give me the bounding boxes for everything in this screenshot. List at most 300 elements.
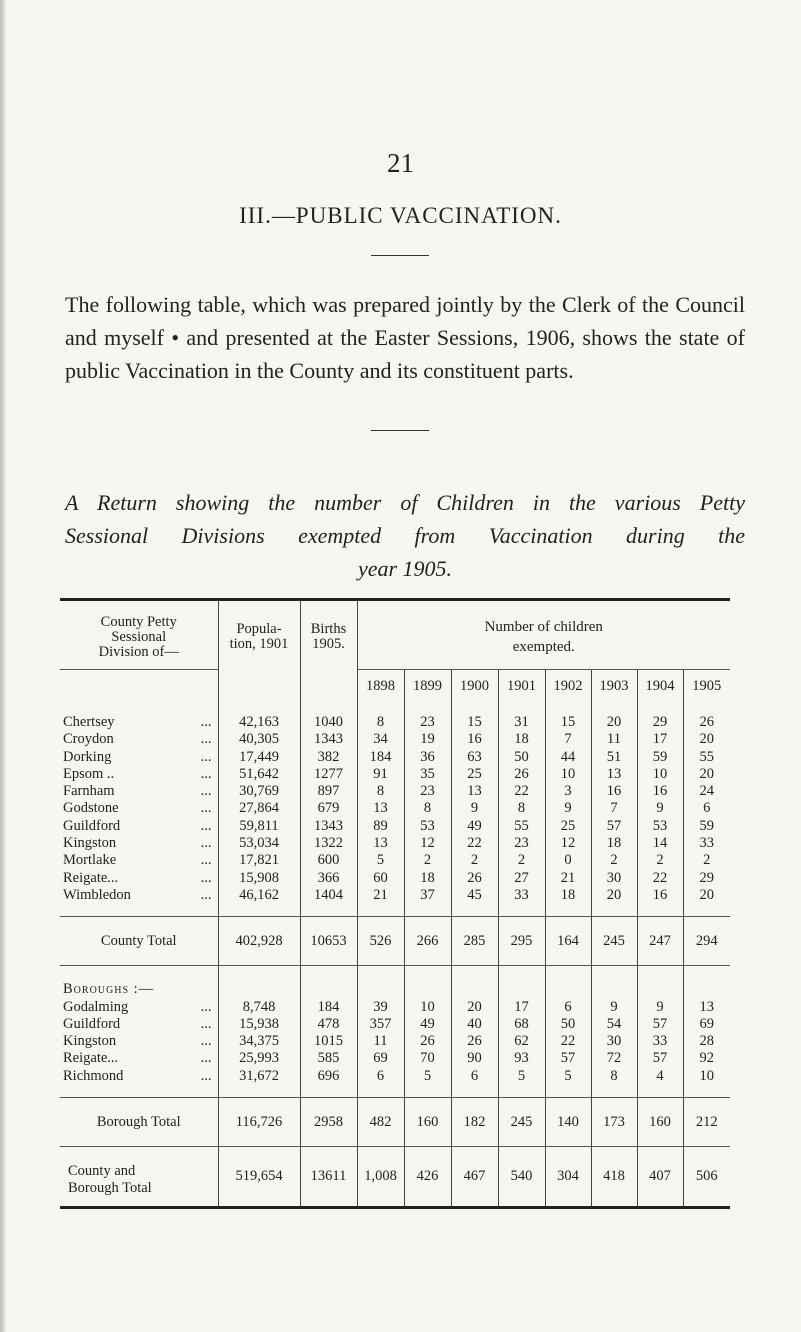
exempted-count-cell: 11 [357, 1033, 404, 1050]
row-name: Guildford [63, 817, 121, 834]
exempted-count-cell: 26 [498, 766, 545, 783]
exempted-total-cell: 482 [357, 1098, 404, 1147]
births-cell: 897 [300, 783, 357, 800]
population-cell: 31,672 [218, 1068, 300, 1085]
row-name-cell [60, 1033, 218, 1050]
row-name-cell [60, 870, 218, 887]
exempted-count-cell: 5 [498, 1068, 545, 1085]
leader-dots: ... [200, 886, 212, 903]
leader-dots: ... [200, 714, 212, 730]
exempted-count-cell: 63 [451, 749, 498, 766]
exempted-count-cell: 55 [498, 818, 545, 835]
exempted-count-cell: 34 [357, 731, 404, 748]
exempted-count-cell: 51 [591, 749, 637, 766]
exempted-count-cell: 3 [545, 783, 591, 800]
births-header [300, 600, 357, 670]
exempted-total-cell: 212 [683, 1098, 730, 1147]
blank-cell [300, 966, 357, 999]
exempted-count-cell: 10 [404, 999, 451, 1016]
division-row [60, 783, 730, 800]
header-line: County Petty [100, 613, 177, 630]
exempted-count-cell: 20 [451, 999, 498, 1016]
blank-cell [404, 966, 451, 999]
division-row [60, 870, 730, 887]
blank-cell [218, 702, 300, 714]
exempted-count-cell: 2 [404, 852, 451, 869]
exempted-count-cell: 17 [498, 999, 545, 1016]
total-label-cell: County Total [60, 917, 218, 966]
leader-dots: ... [200, 783, 212, 800]
exempted-count-cell: 69 [357, 1050, 404, 1067]
blank-cell [637, 966, 683, 999]
row-name: Dorking [63, 748, 112, 765]
blank-cell [683, 1085, 730, 1098]
blank-cell [218, 670, 300, 703]
exempted-count-cell: 22 [545, 1033, 591, 1050]
exempted-count-cell: 8 [498, 800, 545, 817]
row-name-cell [60, 887, 218, 904]
exempted-count-cell: 12 [404, 835, 451, 852]
division-row [60, 749, 730, 766]
exempted-count-cell: 184 [357, 749, 404, 766]
exempted-count-cell: 9 [545, 800, 591, 817]
exempted-count-cell: 8 [357, 783, 404, 800]
blank-cell [637, 1085, 683, 1098]
exempted-count-cell: 45 [451, 887, 498, 904]
exempted-count-cell: 14 [637, 835, 683, 852]
exempted-count-cell: 33 [498, 887, 545, 904]
exempted-count-cell: 16 [637, 887, 683, 904]
borough-row [60, 1068, 730, 1085]
births-cell: 696 [300, 1068, 357, 1085]
exempted-count-cell: 53 [404, 818, 451, 835]
year-header: 1899 [404, 670, 451, 703]
exempted-count-cell: 23 [404, 714, 451, 731]
exempted-total-cell: 467 [451, 1147, 498, 1208]
blank-cell [498, 966, 545, 999]
leader-dots: ... [200, 869, 212, 886]
exempted-count-cell: 50 [498, 749, 545, 766]
exempted-count-cell: 17 [637, 731, 683, 748]
exempted-count-cell: 2 [591, 852, 637, 869]
population-cell: 30,769 [218, 783, 300, 800]
exempted-count-cell: 40 [451, 1016, 498, 1033]
exempted-count-cell: 24 [683, 783, 730, 800]
exempted-count-cell: 5 [357, 852, 404, 869]
exempted-count-cell: 20 [683, 731, 730, 748]
exempted-count-cell: 70 [404, 1050, 451, 1067]
exempted-count-cell: 21 [545, 870, 591, 887]
total-label-cell: Borough Total [60, 1098, 218, 1147]
exempted-count-cell: 16 [451, 731, 498, 748]
exempted-count-cell: 89 [357, 818, 404, 835]
county-total-row [60, 917, 730, 966]
exempted-count-cell: 57 [591, 818, 637, 835]
population-cell: 53,034 [218, 835, 300, 852]
exempted-count-cell: 26 [451, 870, 498, 887]
births-cell: 184 [300, 999, 357, 1016]
blank-cell [60, 702, 218, 714]
blank-cell [683, 702, 730, 714]
exempted-count-cell: 12 [545, 835, 591, 852]
exempted-count-cell: 2 [498, 852, 545, 869]
exempted-count-cell: 59 [637, 749, 683, 766]
blank-cell [218, 904, 300, 917]
exempted-count-cell: 9 [591, 999, 637, 1016]
spacer-row [60, 904, 730, 917]
population-cell: 17,449 [218, 749, 300, 766]
exempted-count-cell: 8 [357, 714, 404, 731]
blank-cell [591, 702, 637, 714]
year-header: 1898 [357, 670, 404, 703]
blank-cell [300, 904, 357, 917]
exempted-count-cell: 29 [683, 870, 730, 887]
exempted-count-cell: 33 [683, 835, 730, 852]
divider [371, 255, 429, 256]
exempted-count-cell: 2 [683, 852, 730, 869]
exempted-count-cell: 6 [357, 1068, 404, 1085]
blank-cell [451, 1085, 498, 1098]
population-header [218, 600, 300, 670]
row-name-cell [60, 999, 218, 1016]
exempted-count-cell: 8 [591, 1068, 637, 1085]
row-name-cell [60, 783, 218, 800]
exempted-count-cell: 68 [498, 1016, 545, 1033]
exempted-count-cell: 13 [451, 783, 498, 800]
division-row [60, 714, 730, 731]
exempted-count-cell: 23 [404, 783, 451, 800]
division-row [60, 766, 730, 783]
row-name: Godstone [63, 800, 119, 817]
spacer-row [60, 702, 730, 714]
exempted-total-cell: 182 [451, 1098, 498, 1147]
births-cell: 1277 [300, 766, 357, 783]
year-header: 1900 [451, 670, 498, 703]
blank-cell [357, 904, 404, 917]
exempted-count-cell: 2 [451, 852, 498, 869]
exempted-count-cell: 6 [545, 999, 591, 1016]
page-left-edge [0, 0, 6, 1332]
header-line: Births [310, 621, 347, 638]
row-name: Farnham [63, 783, 115, 800]
row-name-cell [60, 749, 218, 766]
blank-cell [218, 966, 300, 999]
row-name: Wimbledon [63, 886, 131, 903]
exempted-count-cell: 10 [545, 766, 591, 783]
exempted-count-cell: 2 [637, 852, 683, 869]
exempted-count-cell: 20 [683, 766, 730, 783]
exempted-total-cell: 140 [545, 1098, 591, 1147]
births-cell: 679 [300, 800, 357, 817]
borough-row [60, 1050, 730, 1067]
year-header: 1902 [545, 670, 591, 703]
header-line: tion, 1901 [229, 636, 289, 653]
exempted-count-cell: 49 [451, 818, 498, 835]
exempted-count-cell: 7 [591, 800, 637, 817]
exempted-count-cell: 91 [357, 766, 404, 783]
division-row [60, 852, 730, 869]
exempted-count-cell: 22 [451, 835, 498, 852]
exempted-count-cell: 18 [545, 887, 591, 904]
leader-dots: ... [200, 800, 212, 817]
exempted-count-cell: 26 [683, 714, 730, 731]
row-name-cell [60, 1050, 218, 1067]
exempted-count-cell: 6 [451, 1068, 498, 1085]
blank-cell [498, 702, 545, 714]
exempted-count-cell: 23 [498, 835, 545, 852]
population-cell: 15,938 [218, 1016, 300, 1033]
leader-dots: ... [200, 1015, 212, 1032]
blank-cell [300, 1085, 357, 1098]
blank-cell [300, 702, 357, 714]
exempted-count-cell: 69 [683, 1016, 730, 1033]
division-row [60, 731, 730, 748]
row-name: Reigate... [63, 869, 119, 886]
blank-cell [60, 670, 218, 703]
exempted-count-cell: 26 [404, 1033, 451, 1050]
births-cell: 382 [300, 749, 357, 766]
blank-cell [591, 966, 637, 999]
header-line: exempted. [512, 639, 575, 655]
exempted-count-cell: 15 [545, 714, 591, 731]
blank-cell [300, 670, 357, 703]
exempted-count-cell: 31 [498, 714, 545, 731]
population-cell: 46,162 [218, 887, 300, 904]
births-cell: 1404 [300, 887, 357, 904]
exempted-count-cell: 13 [683, 999, 730, 1016]
row-name: Epsom .. [63, 765, 115, 782]
grand-total-row [60, 1147, 730, 1208]
blank-cell [451, 702, 498, 714]
total-label-cell [60, 1147, 218, 1208]
births-cell: 366 [300, 870, 357, 887]
exempted-count-cell: 22 [498, 783, 545, 800]
row-name-cell [60, 1016, 218, 1033]
row-name: Croydon [63, 731, 114, 748]
exempted-total-cell: 160 [404, 1098, 451, 1147]
population-cell: 8,748 [218, 999, 300, 1016]
population-cell: 34,375 [218, 1033, 300, 1050]
exempted-count-cell: 57 [637, 1050, 683, 1067]
exempted-count-cell: 5 [404, 1068, 451, 1085]
boroughs-heading: Boroughs :— [60, 966, 218, 999]
blank-cell [637, 904, 683, 917]
blank-cell [60, 1085, 218, 1098]
blank-cell [60, 904, 218, 917]
borough-row [60, 1016, 730, 1033]
exempted-count-cell: 18 [498, 731, 545, 748]
exempted-count-cell: 55 [683, 749, 730, 766]
row-name: Godalming [63, 998, 129, 1015]
exempted-total-cell: 164 [545, 917, 591, 966]
blank-cell [498, 904, 545, 917]
leader-dots: ... [200, 765, 212, 782]
exempted-count-cell: 27 [498, 870, 545, 887]
blank-cell [404, 904, 451, 917]
exempted-count-cell: 28 [683, 1033, 730, 1050]
births-cell: 1343 [300, 731, 357, 748]
exempted-total-cell: 266 [404, 917, 451, 966]
header-line: Division of— [98, 643, 179, 660]
exempted-count-cell: 50 [545, 1016, 591, 1033]
exempted-total-cell: 506 [683, 1147, 730, 1208]
exempted-count-cell: 20 [591, 887, 637, 904]
row-name-cell [60, 731, 218, 748]
blank-cell [545, 904, 591, 917]
exempted-count-cell: 19 [404, 731, 451, 748]
row-name-cell [60, 766, 218, 783]
births-cell: 1343 [300, 818, 357, 835]
year-header: 1905 [683, 670, 730, 703]
population-total-cell: 402,928 [218, 917, 300, 966]
borough-total-row [60, 1098, 730, 1147]
exempted-count-cell: 36 [404, 749, 451, 766]
exempted-count-cell: 15 [451, 714, 498, 731]
page-number: 21 [387, 148, 414, 178]
division-header [60, 600, 218, 670]
year-header: 1903 [591, 670, 637, 703]
caption-line: year 1905. [357, 556, 453, 581]
leader-dots: ... [200, 835, 212, 852]
population-total-cell: 519,654 [218, 1147, 300, 1208]
year-header-row [60, 670, 730, 703]
blank-cell [545, 1085, 591, 1098]
exempted-count-cell: 60 [357, 870, 404, 887]
leader-dots: ... [200, 1033, 212, 1050]
exempted-count-cell: 357 [357, 1016, 404, 1033]
exempted-count-cell: 7 [545, 731, 591, 748]
row-name: Guildford [63, 1015, 121, 1032]
exempted-count-cell: 37 [404, 887, 451, 904]
blank-cell [683, 904, 730, 917]
blank-cell [545, 702, 591, 714]
year-header: 1904 [637, 670, 683, 703]
exempted-total-cell: 285 [451, 917, 498, 966]
row-name-cell [60, 835, 218, 852]
header-line: Popula- [236, 621, 282, 638]
section-heading: III.—PUBLIC VACCINATION. [239, 203, 562, 228]
births-total-cell: 2958 [300, 1098, 357, 1147]
blank-cell [591, 1085, 637, 1098]
blank-cell [404, 1085, 451, 1098]
row-name: Richmond [63, 1067, 124, 1084]
population-cell: 15,908 [218, 870, 300, 887]
exempted-count-cell: 39 [357, 999, 404, 1016]
exempted-header [357, 600, 730, 670]
row-name: Kingston [63, 1033, 117, 1050]
intro-paragraph: The following table, which was prepared jointly by the Clerk of the Council and myself • and presented at the Easter Sessions, 1906, shows the state of public Vaccination in the County and its constituent parts. [65, 292, 745, 383]
population-total-cell: 116,726 [218, 1098, 300, 1147]
exempted-count-cell: 30 [591, 1033, 637, 1050]
population-cell: 59,811 [218, 818, 300, 835]
exempted-count-cell: 11 [591, 731, 637, 748]
births-cell: 585 [300, 1050, 357, 1067]
header-line: Number of children [484, 619, 603, 635]
borough-row [60, 999, 730, 1016]
year-header: 1901 [498, 670, 545, 703]
births-cell: 1322 [300, 835, 357, 852]
total-label: County and [68, 1163, 136, 1180]
births-cell: 1040 [300, 714, 357, 731]
exempted-count-cell: 21 [357, 887, 404, 904]
births-total-cell: 13611 [300, 1147, 357, 1208]
population-cell: 25,993 [218, 1050, 300, 1067]
division-row [60, 887, 730, 904]
borough-row [60, 1033, 730, 1050]
blank-cell [591, 904, 637, 917]
caption-line: Sessional Divisions exempted from Vaccination during the [65, 523, 745, 548]
exempted-count-cell: 92 [683, 1050, 730, 1067]
exempted-count-cell: 9 [637, 800, 683, 817]
leader-dots: ... [200, 852, 212, 869]
blank-cell [637, 702, 683, 714]
exempted-count-cell: 22 [637, 870, 683, 887]
header-line: Sessional [111, 628, 167, 645]
exempted-count-cell: 72 [591, 1050, 637, 1067]
row-name-cell [60, 800, 218, 817]
blank-cell [357, 1085, 404, 1098]
exempted-count-cell: 53 [637, 818, 683, 835]
exempted-total-cell: 540 [498, 1147, 545, 1208]
population-cell: 42,163 [218, 714, 300, 731]
exempted-count-cell: 8 [404, 800, 451, 817]
exempted-count-cell: 13 [591, 766, 637, 783]
exempted-count-cell: 6 [683, 800, 730, 817]
leader-dots: ... [200, 998, 212, 1015]
exempted-count-cell: 13 [357, 835, 404, 852]
leader-dots: ... [200, 1067, 212, 1084]
exempted-count-cell: 26 [451, 1033, 498, 1050]
row-name: Kingston [63, 835, 117, 852]
births-cell: 1015 [300, 1033, 357, 1050]
exempted-count-cell: 10 [637, 766, 683, 783]
exempted-total-cell: 245 [591, 917, 637, 966]
division-row [60, 800, 730, 817]
exempted-count-cell: 30 [591, 870, 637, 887]
exempted-count-cell: 62 [498, 1033, 545, 1050]
blank-cell [451, 904, 498, 917]
leader-dots: ... [200, 1050, 212, 1067]
exempted-count-cell: 18 [591, 835, 637, 852]
exempted-count-cell: 33 [637, 1033, 683, 1050]
boroughs-subheading-row [60, 966, 730, 999]
leader-dots: ... [200, 731, 212, 748]
exempted-count-cell: 10 [683, 1068, 730, 1085]
exempted-count-cell: 25 [451, 766, 498, 783]
exempted-count-cell: 4 [637, 1068, 683, 1085]
exempted-count-cell: 18 [404, 870, 451, 887]
exempted-total-cell: 407 [637, 1147, 683, 1208]
exempted-count-cell: 16 [591, 783, 637, 800]
leader-dots: ... [200, 817, 212, 834]
row-name: Reigate... [63, 1050, 119, 1067]
division-row [60, 835, 730, 852]
births-cell: 600 [300, 852, 357, 869]
exempted-total-cell: 295 [498, 917, 545, 966]
blank-cell [357, 966, 404, 999]
exempted-count-cell: 0 [545, 852, 591, 869]
exempted-count-cell: 57 [545, 1050, 591, 1067]
caption-line: A Return showing the number of Children in the various Petty [65, 490, 745, 515]
exempted-count-cell: 9 [637, 999, 683, 1016]
exempted-total-cell: 1,008 [357, 1147, 404, 1208]
population-cell: 40,305 [218, 731, 300, 748]
vaccination-table [60, 598, 730, 1209]
exempted-count-cell: 49 [404, 1016, 451, 1033]
table-caption [65, 486, 745, 585]
exempted-total-cell: 173 [591, 1098, 637, 1147]
row-name: Mortlake [63, 852, 117, 869]
